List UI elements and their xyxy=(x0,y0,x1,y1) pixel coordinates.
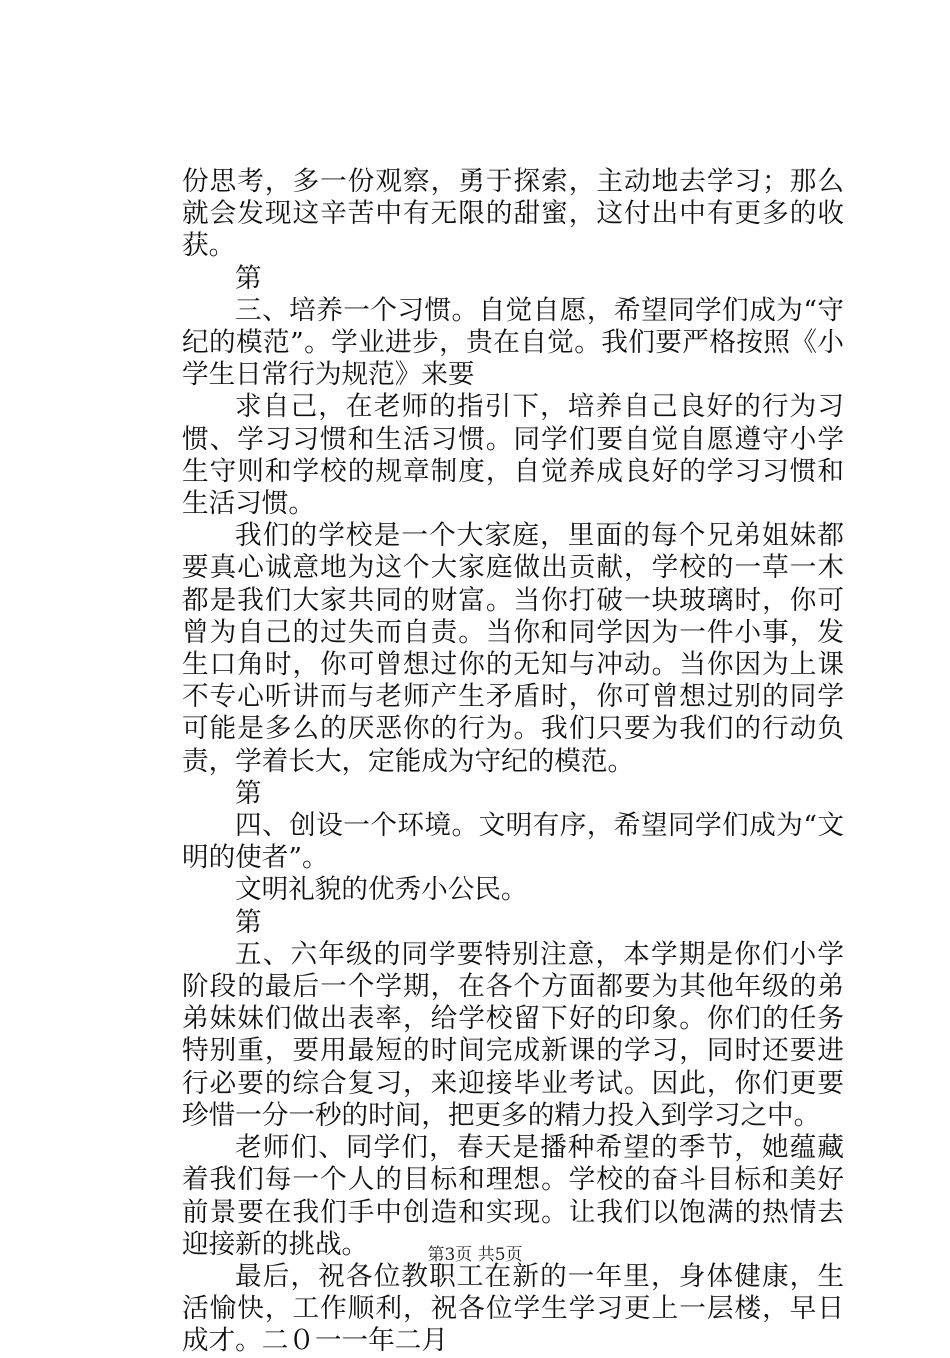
paragraph: 三、培养一个习惯。自觉自愿，希望同学们成为“守纪的模范”。学业进步，贵在自觉。我们要严格按照《小学生日常行为规范》来要 xyxy=(182,294,844,391)
paragraph: 文明礼貌的优秀小公民。 xyxy=(235,874,528,906)
paragraph: 第 xyxy=(235,777,262,809)
paragraph: 四、创设一个环境。文明有序，希望同学们成为“文明的使者”。 xyxy=(182,810,844,874)
paragraph: 份思考，多一份观察，勇于探索，主动地去学习；那么就会发现这辛苦中有无限的甜蜜，这付出中有更多的收获。 xyxy=(182,166,844,262)
paragraph: 第 xyxy=(235,262,262,294)
paragraph: 求自己，在老师的指引下，培养自己良好的行为习惯、学习习惯和生活习惯。同学们要自觉自愿遵守小学生守则和学校的规章制度，自觉养成良好的学习习惯和生活习惯。 xyxy=(182,391,844,520)
page-footer xyxy=(0,1244,950,1266)
paragraph: 老师们、同学们，春天是播种希望的季节，她蕴藏着我们每一个人的目标和理想。学校的奋斗目标和美好前景要在我们手中创造和实现。让我们以饱满的热情去迎接新的挑战。 xyxy=(182,1132,844,1260)
paragraph: 最后，祝各位教职工在新的一年里，身体健康，生活愉快，工作顺利，祝各位学生学习更上一层楼，早日成才。二０一一年二月 xyxy=(182,1260,844,1357)
paragraph: 五、六年级的同学要特别注意，本学期是你们小学阶段的最后一个学期，在各个方面都要为其他年级的弟弟妹妹们做出表率，给学校留下好的印象。你们的任务特别重，要用最短的时间完成新课的学习，同时还要进行必要的综合复习，来迎接毕业考试。因此，你们更要珍惜一分一秒的时间，把更多的精力投入到学习之中。 xyxy=(182,938,844,1131)
paragraph: 我们的学校是一个大家庭，里面的每个兄弟姐妹都要真心诚意地为这个大家庭做出贡献，学校的一草一木都是我们大家共同的财富。当你打破一块玻璃时，你可曾为自己的过失而自责。当你和同学因为一件小事，发生口角时，你可曾想过你的无知与冲动。当你因为上课不专心听讲而与老师产生矛盾时，你可曾想过别的同学可能是多么的厌恶你的行为。我们只要为我们的行动负责，学着长大，定能成为守纪的模范。 xyxy=(182,520,844,777)
paragraph: 第 xyxy=(235,906,262,938)
document-body xyxy=(182,166,844,1358)
page-number-label: 第3页 共5页 xyxy=(427,1245,523,1265)
